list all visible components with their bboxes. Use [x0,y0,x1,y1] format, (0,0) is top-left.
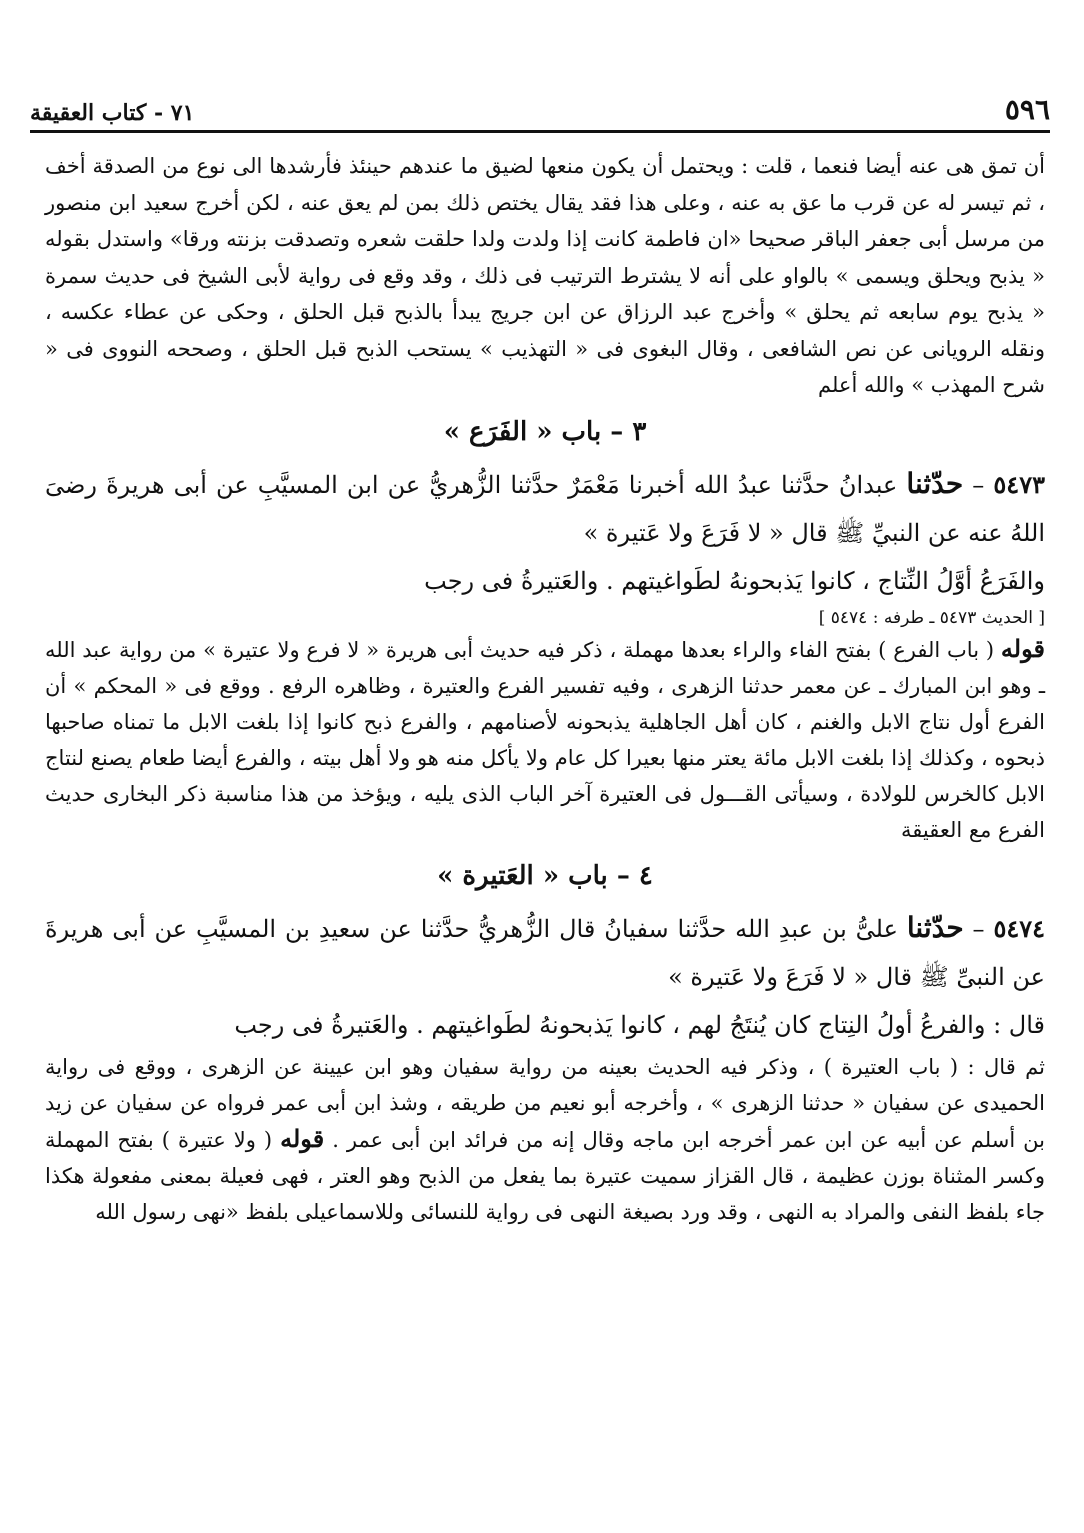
section-title: الفَرَع [469,416,528,447]
hadith-explanation: والفَرَعُ أوَّلُ النِّتاج ، كانوا يَذبحونهُ لطَواغيتهم . والعَتيرةُ فى رجب [424,566,1045,595]
section-title: العَتيرة [462,860,534,891]
hadith-number: ٥٤٧٣ [993,469,1045,499]
bab-word: باب [561,416,602,447]
hadith-explanation: قال : والفرعُ أولُ النِتاج كان يُنتَجُ لهم ، كانوا يَذبحونهُ لطَواغيتهم . والعَتيرةُ فى رجب [234,1010,1045,1039]
hadith-5473 [45,460,1045,557]
section-number: ٤ [638,860,653,891]
commentary-paragraph [45,631,1045,848]
commentary-text: ( ولا عتيرة ) بفتح المهملة وكسر المثناة بوزن عظيمة ، قال القزاز سميت عتيرة بما يفعل من الذبح وهو العتر ، فهى فعيلة بمعنى مفعولة هكذا جاء بلفظ النفى والمراد به النهى ، وقد ورد بصيغة النهى فى رواية للنسائى وللاسماعيلى بلفظ «نهى رسول الله [45,1127,1045,1224]
intro-paragraph: أن تمق هى عنه أيضا فنعما ، قلت : ويحتمل أن يكون منعها لضيق ما عندهم حينئذ فأرشدها الى نوع من الصدقة أخف ، ثم تيسر له عن قرب ما عق به عنه ، وعلى هذا فقد يقال يختص ذلك بمن لم يعق عنه ، لكن أخرج سعيد ابن منصور من مرسل أبى جعفر الباقر صحيحا «ان فاطمة كانت إذا ولدت ولدا حلقت شعره وتصدقت بزنته ورقا» واستدل بقوله « يذبح ويحلق ويسمى » بالواو على أنه لا يشترط الترتيب فى ذلك ، وقد وقع فى رواية لأبى الشيخ فى حديث سمرة « يذبح يوم سابعه ثم يحلق » وأخرج عبد الرزاق عن ابن جريج يبدأ بالذبح قبل الحلق ، وحكى عن عطاء عكسه ، ونقله الرويانى عن نص الشافعى ، وقال البغوى فى « التهذيب » يستحب الذبح قبل الحلق ، وصححه النووى فى « شرح المهذب » والله أعلم [45,154,1045,397]
hadith-dash: – [972,914,985,943]
chapter-number: ٧١ [170,100,195,126]
qawluhu-marker: قوله [280,1123,325,1153]
chapter-title: كتاب العقيقة [30,100,147,126]
hadith-reference: [ الحديث ٥٤٧٣ ـ طرفه : ٥٤٧٤ ] [818,607,1045,628]
hadith-isnad: عبدانُ حدَّثنا عبدُ الله أخبرنا مَعْمَرٌ حدَّثنا الزُّهريُّ عن ابن المسيَّبِ عن أبى هريرةَ رضىَ اللهُ عنه عن النبيِّ ﷺ قال « لا فَرَعَ ولا عَتيرة » [45,470,1045,547]
page-body [45,148,1045,1230]
section-dash: – [616,860,630,891]
section-heading-3: ٣ – باب « الفَرَع » [443,416,647,447]
hadith-dash: – [972,470,985,499]
bab-word: باب [568,860,608,891]
section-dash: – [610,416,624,447]
qawluhu-marker: قوله [1000,633,1045,663]
page-number: ٥٩٦ [1004,93,1050,126]
commentary-paragraph [45,1049,1045,1230]
hadith-5474 [45,904,1045,1001]
running-title: ٧١ - كتاب العقيقة [30,100,195,126]
haddathana-word: حدّثنا [906,910,964,944]
page-header [30,85,1050,133]
commentary-text: ( باب الفرع ) بفتح الفاء والراء بعدها مهملة ، ذكر فيه حديث أبى هريرة « لا فرع ولا عتيرة » من رواية عبد الله ـ وهو ابن المبارك ـ عن معمر حدثنا الزهرى ، وفيه تفسير الفرع والعتيرة ، وظاهره الرفع . ووقع فى « المحكم » أن الفرع أول نتاج الابل والغنم ، كان أهل الجاهلية يذبحونه لأصنامهم ، والفرع ذبح كانوا إذا بلغت الابل ما تمناه صاحبها ذبحوه ، وكذلك إذا بلغت الابل مائة يعتر منها بعيرا كل عام ولا يأكل منه هو ولا أهل بيته ، والفرع أيضا طعام يصنع لنتاج الابل كالخرس للولادة ، وسيأتى القـــول فى العتيرة آخر الباب الذى يليه ، ويؤخذ من هذا مناسبة ذكر البخارى حديث الفرع مع العقيقة [45,637,1045,842]
hadith-isnad: علىُّ بن عبدِ الله حدَّثنا سفيانُ قال الزُّهريُّ حدَّثنا عن سعيدِ بن المسيَّبِ عن أبى هريرةَ عن النبىِّ ﷺ قال « لا فَرَعَ ولا عَتيرة » [45,914,1045,991]
commentary-text: ثم قال : ( باب العتيرة ) ، وذكر فيه الحديث بعينه من رواية سفيان وهو ابن عيينة عن الزهرى ، ووقع فى رواية الحميدى عن سفيان « حدثنا الزهرى » ، وأخرجه أبو نعيم من طريقه ، وشذ ابن أبى عمر فرواه عن سفيان عن زيد بن أسلم عن أبيه عن ابن عمر أخرجه ابن ماجه وقال إنه من فرائد ابن أبى عمر . [45,1054,1045,1152]
section-number: ٣ [632,416,647,447]
hadith-number: ٥٤٧٤ [993,913,1045,943]
haddathana-word: حدّثنا [906,466,964,500]
section-heading-4: ٤ – باب « العَتيرة » [437,860,653,891]
